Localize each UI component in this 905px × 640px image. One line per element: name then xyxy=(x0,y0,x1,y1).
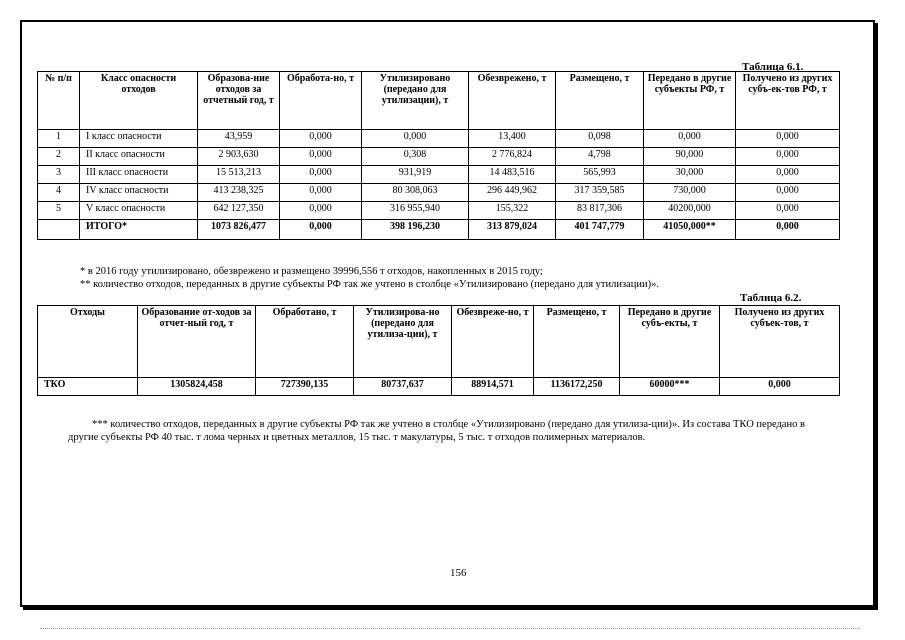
table-row xyxy=(38,130,840,148)
header-cell: № п/п xyxy=(38,72,80,130)
hazard-class: V класс опасности xyxy=(80,202,198,220)
table-cell: 0,308 xyxy=(362,148,469,166)
table-cell: 401 747,779 xyxy=(556,220,644,240)
row-number: 1 xyxy=(38,130,80,148)
scan-artifact-divider xyxy=(40,628,860,630)
table-cell: 313 879,024 xyxy=(469,220,556,240)
table-cell: 0,000 xyxy=(736,220,840,240)
row-number: 5 xyxy=(38,202,80,220)
hazard-class: I класс опасности xyxy=(80,130,198,148)
table-cell: 0,000 xyxy=(280,148,362,166)
row-number: 2 xyxy=(38,148,80,166)
header-cell: Отходы xyxy=(38,306,138,378)
table-cell: 13,400 xyxy=(469,130,556,148)
header-cell: Утилизирова-но (передано для утилиза-ции), т xyxy=(354,306,452,378)
table-cell: 1136172,250 xyxy=(534,378,620,396)
table-cell: 0,000 xyxy=(362,130,469,148)
waste-hazard-table xyxy=(37,71,840,240)
table-cell: 41050,000** xyxy=(644,220,736,240)
footnote-1: * в 2016 году утилизировано, обезврежено и размещено 39996,556 т отходов, накопленных в 2015 году; xyxy=(80,266,543,277)
table-cell: 30,000 xyxy=(644,166,736,184)
table-cell: 0,000 xyxy=(280,202,362,220)
table-cell: 0,098 xyxy=(556,130,644,148)
total-label: ИТОГО* xyxy=(80,220,198,240)
table-cell: 317 359,585 xyxy=(556,184,644,202)
table-cell: 43,959 xyxy=(198,130,280,148)
table-cell: 0,000 xyxy=(280,166,362,184)
header-cell: Получено из других субъек-тов, т xyxy=(720,306,840,378)
row-number: 3 xyxy=(38,166,80,184)
header-cell: Получено из других субъ-ек-тов РФ, т xyxy=(736,72,840,130)
header-cell: Образование от-ходов за отчет-ный год, т xyxy=(138,306,256,378)
footnote-3: *** количество отходов, переданных в другие субъекты РФ так же учтено в столбце «Утилизировано (передано для утилиза-ции)». Из состава ТКО передано в другие субъекты РФ 40 тыс. т лома черных и цветных металлов, 15 тыс. т макулатуры, 5 тыс. т отходов полимерных материалов. xyxy=(68,419,805,443)
header-cell: Размещено, т xyxy=(556,72,644,130)
table-cell: 90,000 xyxy=(644,148,736,166)
table-cell: 316 955,940 xyxy=(362,202,469,220)
table-cell: 2 776,824 xyxy=(469,148,556,166)
table2-header-row xyxy=(38,306,840,378)
table-cell: 0,000 xyxy=(736,130,840,148)
table-cell: 642 127,350 xyxy=(198,202,280,220)
table-cell: 14 483,516 xyxy=(469,166,556,184)
table-cell: 0,000 xyxy=(736,202,840,220)
table-row xyxy=(38,148,840,166)
tko-table xyxy=(37,305,840,396)
header-cell: Обработа-но, т xyxy=(280,72,362,130)
waste-type: ТКО xyxy=(38,378,138,396)
table-cell: 83 817,306 xyxy=(556,202,644,220)
table-cell: 40200,000 xyxy=(644,202,736,220)
hazard-class: IV класс опасности xyxy=(80,184,198,202)
table-cell: 0,000 xyxy=(644,130,736,148)
header-cell: Обезврежено, т xyxy=(469,72,556,130)
table-cell: 2 903,630 xyxy=(198,148,280,166)
header-cell: Обезвреже-но, т xyxy=(452,306,534,378)
table1-header-row xyxy=(38,72,840,130)
table-row xyxy=(38,166,840,184)
table-cell: 398 196,230 xyxy=(362,220,469,240)
table-cell: 80 308,063 xyxy=(362,184,469,202)
table-cell: 0,000 xyxy=(280,184,362,202)
table-cell: 0,000 xyxy=(280,220,362,240)
header-cell: Передано в другие субъекты РФ, т xyxy=(644,72,736,130)
table-cell: 60000*** xyxy=(620,378,720,396)
header-cell: Класс опасности отходов xyxy=(80,72,198,130)
table-cell xyxy=(38,220,80,240)
table-cell: 0,000 xyxy=(736,184,840,202)
table-row xyxy=(38,202,840,220)
page-number: 156 xyxy=(450,567,467,579)
table-cell: 565,993 xyxy=(556,166,644,184)
table-cell: 727390,135 xyxy=(256,378,354,396)
table-row xyxy=(38,184,840,202)
table-cell: 0,000 xyxy=(736,166,840,184)
total-row xyxy=(38,220,840,240)
header-cell: Размещено, т xyxy=(534,306,620,378)
table-cell: 0,000 xyxy=(280,130,362,148)
hazard-class: III класс опасности xyxy=(80,166,198,184)
table-cell: 296 449,962 xyxy=(469,184,556,202)
table-cell: 15 513,213 xyxy=(198,166,280,184)
table-cell: 88914,571 xyxy=(452,378,534,396)
header-cell: Образова-ние отходов за отчетный год, т xyxy=(198,72,280,130)
header-cell: Утилизировано (передано для утилизации), т xyxy=(362,72,469,130)
table-row xyxy=(38,378,840,396)
row-number: 4 xyxy=(38,184,80,202)
table1-caption: Таблица 6.1. xyxy=(742,61,804,73)
header-cell: Передано в другие субъ-екты, т xyxy=(620,306,720,378)
table2-caption: Таблица 6.2. xyxy=(740,292,802,304)
table-cell: 0,000 xyxy=(720,378,840,396)
table-cell: 730,000 xyxy=(644,184,736,202)
table-cell: 0,000 xyxy=(736,148,840,166)
hazard-class: II класс опасности xyxy=(80,148,198,166)
table-cell: 413 238,325 xyxy=(198,184,280,202)
table-cell: 1073 826,477 xyxy=(198,220,280,240)
table-cell: 80737,637 xyxy=(354,378,452,396)
table-cell: 155,322 xyxy=(469,202,556,220)
table-cell: 1305824,458 xyxy=(138,378,256,396)
header-cell: Обработано, т xyxy=(256,306,354,378)
table-cell: 4,798 xyxy=(556,148,644,166)
footnote-2: ** количество отходов, переданных в другие субъекты РФ так же учтено в столбце «Утилизировано (передано для утилизации)». xyxy=(80,279,660,290)
table-cell: 931,919 xyxy=(362,166,469,184)
